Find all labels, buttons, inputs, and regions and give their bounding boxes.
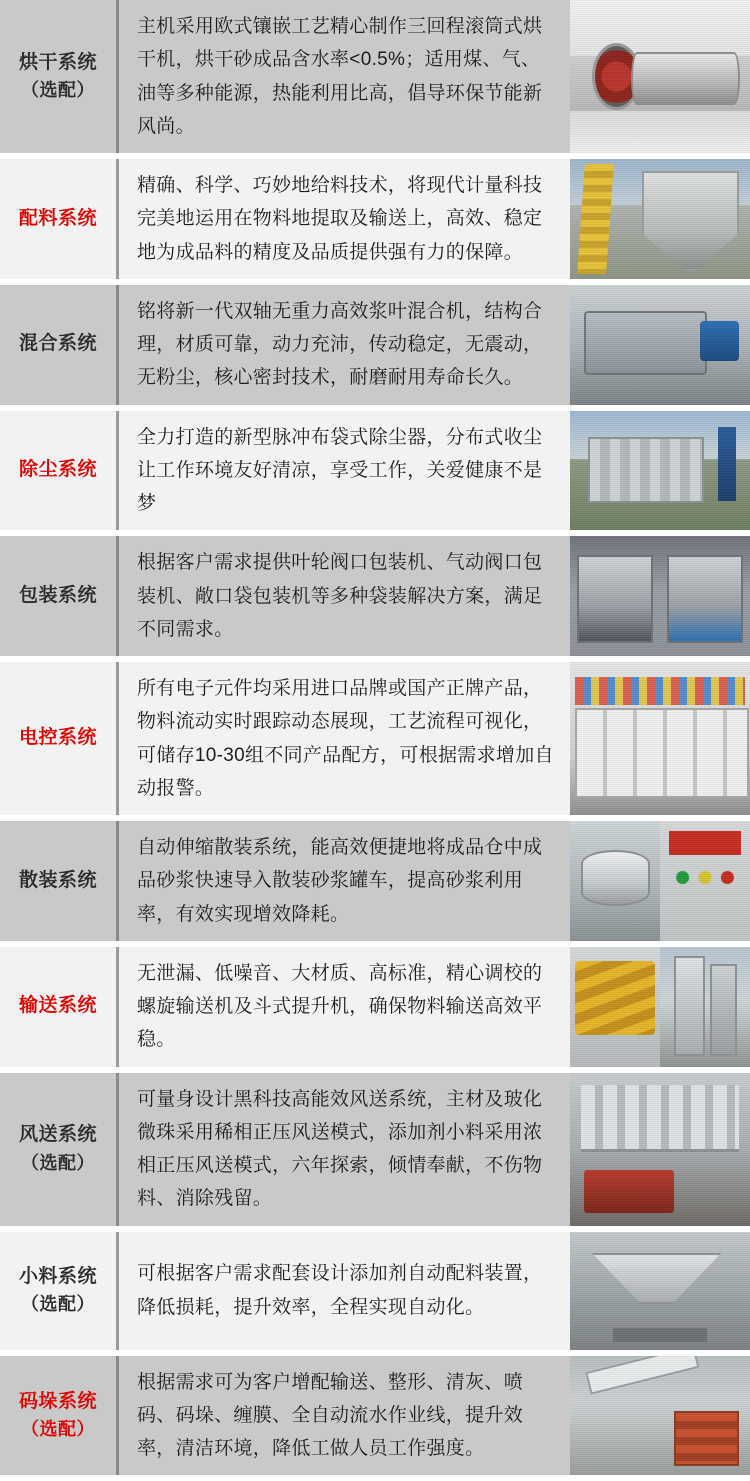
system-label-cell [0, 1356, 116, 1476]
system-description: 全力打造的新型脉冲布袋式除尘器，分布式收尘让工作环境友好清凉，享受工作，关爱健康不是梦 [137, 421, 556, 521]
electric-control-cabinet-photo [570, 662, 750, 815]
system-label-cell [0, 1073, 116, 1226]
system-description: 可量身设计黑科技高能效风送系统，主材及玻化微珠采用稀相正压风送模式，添加剂小料采用浓相正压风送模式，六年探索，倾情奉献，不伤物料、消除残留。 [137, 1083, 556, 1216]
system-row [0, 1232, 750, 1356]
system-row [0, 0, 750, 159]
system-name [19, 867, 97, 896]
system-name-main: 烘干系统 [19, 52, 97, 73]
pneumatic-conveying-photo [570, 1073, 750, 1226]
system-description: 无泄漏、低噪音、大材质、高标准，精心调校的螺旋输送机及斗式提升机，确保物料输送高效平稳。 [137, 957, 556, 1057]
system-description: 所有电子元件均采用进口品牌或国产正牌产品，物料流动实时跟踪动态展现，工艺流程可视化，可储存10-30组不同产品配方，可根据需求增加自动报警。 [137, 672, 556, 805]
system-row [0, 159, 750, 285]
system-label-cell [0, 821, 116, 941]
system-name-main: 码垛系统 [19, 1391, 97, 1412]
system-description: 铭将新一代双轴无重力高效浆叶混合机，结构合理，材质可靠，动力充沛，传动稳定，无震动，无粉尘，核心密封技术，耐磨耐用寿命长久。 [137, 295, 556, 395]
system-name [19, 330, 97, 359]
system-label-cell [0, 536, 116, 656]
system-description-cell [116, 159, 570, 279]
system-description-cell [116, 1356, 570, 1476]
system-name-optional-tag: （选配） [19, 1291, 97, 1318]
system-row [0, 411, 750, 537]
system-name-main: 除尘系统 [19, 459, 97, 480]
mixer-photo [570, 285, 750, 405]
additive-dosing-photo [570, 1232, 750, 1350]
system-description: 精确、科学、巧妙地给料技术，将现代计量科技完美地运用在物料地提取及输送上，高效、稳定地为成品料的精度及品质提供强有力的保障。 [137, 169, 556, 269]
system-name-main: 风送系统 [19, 1124, 97, 1145]
system-row [0, 536, 750, 662]
system-description: 主机采用欧式镶嵌工艺精心制作三回程滚筒式烘干机，烘干砂成品含水率<0.5%；适用煤、气、油等多种能源，热能利用比高，倡导环保节能新风尚。 [137, 10, 556, 143]
system-name-optional-tag: （选配） [19, 1150, 97, 1177]
bulk-loading-photo [570, 821, 750, 941]
system-name-main: 配料系统 [19, 208, 97, 229]
system-label-cell [0, 0, 116, 153]
system-description-cell [116, 536, 570, 656]
system-name-optional-tag: （选配） [19, 1416, 97, 1443]
system-description: 可根据客户需求配套设计添加剂自动配料装置，降低损耗，提升效率，全程实现自动化。 [137, 1257, 556, 1324]
system-name-main: 包装系统 [19, 585, 97, 606]
system-description-cell [116, 0, 570, 153]
system-description-cell [116, 285, 570, 405]
system-label-cell [0, 662, 116, 815]
system-description-cell [116, 1073, 570, 1226]
system-name [19, 456, 97, 485]
system-name [19, 1121, 97, 1177]
system-row [0, 1073, 750, 1232]
system-row [0, 662, 750, 821]
packing-machine-photo [570, 536, 750, 656]
system-name-main: 输送系统 [19, 995, 97, 1016]
system-row [0, 1356, 750, 1481]
system-name-main: 小料系统 [19, 1266, 97, 1287]
system-row [0, 285, 750, 411]
system-name [19, 992, 97, 1021]
screw-conveyor-photo [570, 947, 750, 1067]
system-name-main: 电控系统 [19, 727, 97, 748]
system-label-cell [0, 285, 116, 405]
rotary-dryer-photo [570, 0, 750, 153]
system-description: 根据客户需求提供叶轮阀口包装机、气动阀口包装机、敞口袋包装机等多种袋装解决方案，满足不同需求。 [137, 546, 556, 646]
system-description-cell [116, 411, 570, 531]
system-description-cell [116, 1232, 570, 1350]
system-description: 根据需求可为客户增配输送、整形、清灰、喷码、码垛、缠膜、全自动流水作业线，提升效率，清洁环境，降低工做人员工作强度。 [137, 1366, 556, 1466]
system-name [19, 1263, 97, 1319]
system-row [0, 821, 750, 947]
system-name-optional-tag: （选配） [19, 77, 97, 104]
system-row [0, 947, 750, 1073]
system-name [19, 724, 97, 753]
system-name-main: 混合系统 [19, 333, 97, 354]
system-description-cell [116, 662, 570, 815]
system-description-cell [116, 821, 570, 941]
system-name [19, 582, 97, 611]
system-description-cell [116, 947, 570, 1067]
system-label-cell [0, 159, 116, 279]
system-label-cell [0, 411, 116, 531]
system-description: 自动伸缩散装系统，能高效便捷地将成品仓中成品砂浆快速导入散装砂浆罐车，提高砂浆利用率，有效实现增效降耗。 [137, 831, 556, 931]
system-label-cell [0, 1232, 116, 1350]
batching-system-photo [570, 159, 750, 279]
system-name-main: 散装系统 [19, 870, 97, 891]
system-name [19, 49, 97, 105]
palletizing-robot-photo [570, 1356, 750, 1476]
system-name [19, 205, 97, 234]
system-name [19, 1388, 97, 1444]
dust-collector-photo [570, 411, 750, 531]
system-label-cell [0, 947, 116, 1067]
